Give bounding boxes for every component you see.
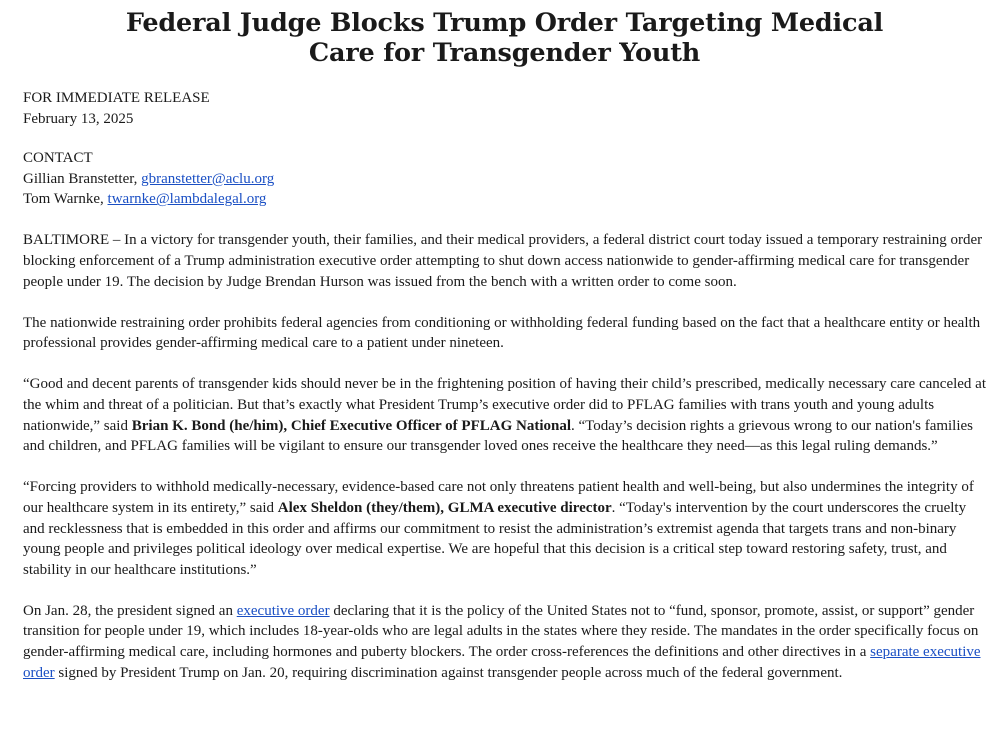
release-label: FOR IMMEDIATE RELEASE: [23, 90, 210, 106]
body-text: On Jan. 28, the president signed an: [23, 602, 237, 619]
quote-text: . “Today’s decision rights a grievous wrong to our nation's families and children, and PFLAG families will be vigilant to ensure our transgender loved ones receive the healthcare they need—as this legal ruling demands.”: [23, 417, 974, 455]
paragraph-lead: BALTIMORE – In a victory for transgender youth, their families, and their medical providers, a federal district court today issued a temporary restraining order blocking enforcement of a Trump administration executive order attempting to shut down access nationwide to gender-affirming medical care for transgender people under 19. The decision by Judge Brendan Hurson was issued from the bench with a written order to come soon.: [23, 232, 983, 290]
paragraph-background: [23, 601, 986, 683]
contact-heading: CONTACT: [23, 150, 93, 167]
quote-text: “Forcing providers to withhold medically-necessary, evidence-based care not only threatens patient health and well-being, but also undermines the integrity of our healthcare system in its entirety,” said: [23, 479, 974, 516]
paragraph-pflag-quote: [23, 374, 986, 456]
contact-name: Gillian Branstetter,: [23, 170, 142, 187]
speaker-name: Brian K. Bond (he/him), Chief Executive Officer of PFLAG National: [131, 417, 572, 434]
speaker-name: Alex Sheldon (they/them), GLMA executive director: [277, 499, 612, 516]
contact-email-link[interactable]: twarnke@lambdalegal.org: [107, 191, 267, 208]
page-title: Federal Judge Blocks Trump Order Targeting Medical Care for Transgender Youth: [125, 8, 884, 68]
body-text: declaring that it is the policy of the United States not to “fund, sponsor, promote, assist, or support” gender transition for people under 19, which includes 18-year-olds who are legal adults in the states where they reside. The mandates in the order specifically focus on gender-affirming medical care, including hormones and puberty blockers. The order cross-references the definitions and other directives in a: [23, 602, 979, 660]
paragraph-restraining-order: The nationwide restraining order prohibits federal agencies from conditioning or withholding federal funding based on the fact that a healthcare entity or health professional provides gender-affirming medical care to a patient under nineteen.: [23, 314, 981, 352]
separate-executive-order-link[interactable]: separate executive order: [23, 643, 981, 681]
contact-person: [23, 189, 986, 210]
contact-person: [23, 169, 986, 190]
contact-email-link[interactable]: gbranstetter@aclu.org: [141, 170, 275, 187]
quote-text: “Good and decent parents of transgender kids should never be in the frightening position of having their child’s prescribed, medically necessary care canceled at the whim and threat of a politician. But that’s exactly what President Trump’s executive order did to PFLAG families with trans youth and young adults nationwide,” said: [23, 376, 986, 434]
body-text: signed by President Trump on Jan. 20, requiring discrimination against transgender people across much of the federal government.: [54, 664, 843, 681]
release-info: [23, 88, 986, 129]
contact-name: Tom Warnke,: [23, 191, 108, 208]
executive-order-link[interactable]: executive order: [236, 602, 330, 619]
paragraph-glma-quote: [23, 477, 986, 580]
contact-section: [23, 148, 986, 210]
quote-text: . “Today's intervention by the court underscores the cruelty and recklessness that is embedded in this order and affirms our commitment to resist the administration’s extremist agenda that targets trans and non-binary young people and privileges political ideology over medical expertise. We are hopeful that this decision is a critical step toward restoring safety, trust, and stability in our healthcare institutions.”: [23, 499, 967, 578]
release-date: February 13, 2025: [23, 110, 134, 127]
